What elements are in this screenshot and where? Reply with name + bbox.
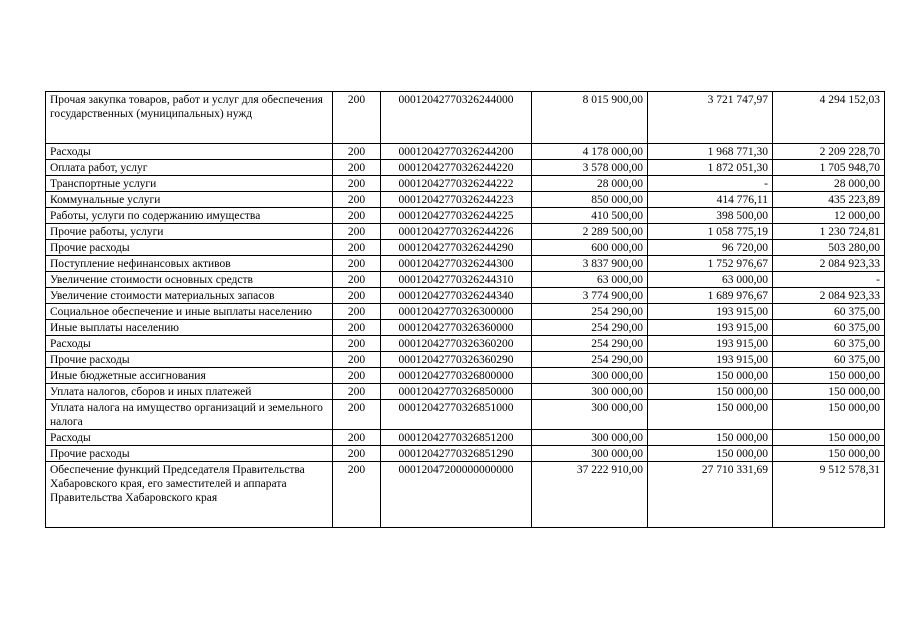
row-name-cell: Работы, услуги по содержанию имущества	[46, 208, 333, 224]
row-kbk-cell: 00012042770326244000	[381, 92, 532, 144]
row-name-cell: Прочие расходы	[46, 446, 333, 462]
row-executed-cell: 1 689 976,67	[648, 288, 773, 304]
row-code-cell: 200	[333, 320, 381, 336]
row-code-cell: 200	[333, 384, 381, 400]
row-approved-cell: 300 000,00	[532, 384, 648, 400]
row-executed-cell: 193 915,00	[648, 352, 773, 368]
table-row	[46, 320, 885, 336]
row-code-cell: 200	[333, 224, 381, 240]
table-body	[46, 92, 885, 528]
row-executed-cell: 27 710 331,69	[648, 462, 773, 528]
row-approved-cell: 3 578 000,00	[532, 160, 648, 176]
row-name-cell: Уплата налогов, сборов и иных платежей	[46, 384, 333, 400]
row-executed-cell: 414 776,11	[648, 192, 773, 208]
row-code-cell: 200	[333, 352, 381, 368]
row-kbk-cell: 00012042770326244290	[381, 240, 532, 256]
row-code-cell: 200	[333, 430, 381, 446]
row-remaining-cell: 1 230 724,81	[773, 224, 885, 240]
row-code-cell: 200	[333, 160, 381, 176]
row-executed-cell: 150 000,00	[648, 446, 773, 462]
table-row	[46, 430, 885, 446]
row-remaining-cell: 2 209 228,70	[773, 144, 885, 160]
row-kbk-cell: 00012042770326360290	[381, 352, 532, 368]
table-row	[46, 256, 885, 272]
row-code-cell: 200	[333, 92, 381, 144]
row-executed-cell: -	[648, 176, 773, 192]
row-kbk-cell: 00012042770326244225	[381, 208, 532, 224]
row-approved-cell: 3 837 900,00	[532, 256, 648, 272]
table-row	[46, 384, 885, 400]
row-code-cell: 200	[333, 176, 381, 192]
row-kbk-cell: 00012042770326851200	[381, 430, 532, 446]
row-name-cell: Расходы	[46, 336, 333, 352]
row-name-cell: Увеличение стоимости основных средств	[46, 272, 333, 288]
row-kbk-cell: 00012042770326360200	[381, 336, 532, 352]
row-remaining-cell: 150 000,00	[773, 368, 885, 384]
row-code-cell: 200	[333, 192, 381, 208]
row-approved-cell: 4 178 000,00	[532, 144, 648, 160]
row-code-cell: 200	[333, 256, 381, 272]
row-executed-cell: 150 000,00	[648, 430, 773, 446]
row-kbk-cell: 00012042770326851290	[381, 446, 532, 462]
row-approved-cell: 410 500,00	[532, 208, 648, 224]
row-code-cell: 200	[333, 368, 381, 384]
row-remaining-cell: 60 375,00	[773, 320, 885, 336]
row-code-cell: 200	[333, 304, 381, 320]
row-remaining-cell: 9 512 578,31	[773, 462, 885, 528]
row-name-cell: Коммунальные услуги	[46, 192, 333, 208]
table-row	[46, 336, 885, 352]
row-kbk-cell: 00012042770326244220	[381, 160, 532, 176]
row-executed-cell: 1 872 051,30	[648, 160, 773, 176]
table-row	[46, 352, 885, 368]
row-remaining-cell: 1 705 948,70	[773, 160, 885, 176]
row-executed-cell: 150 000,00	[648, 368, 773, 384]
row-remaining-cell: 503 280,00	[773, 240, 885, 256]
row-code-cell: 200	[333, 272, 381, 288]
row-remaining-cell: 12 000,00	[773, 208, 885, 224]
table-row	[46, 272, 885, 288]
row-executed-cell: 1 752 976,67	[648, 256, 773, 272]
row-executed-cell: 1 968 771,30	[648, 144, 773, 160]
row-name-cell: Иные бюджетные ассигнования	[46, 368, 333, 384]
row-name-cell: Социальное обеспечение и иные выплаты населению	[46, 304, 333, 320]
row-kbk-cell: 00012042770326244300	[381, 256, 532, 272]
row-approved-cell: 63 000,00	[532, 272, 648, 288]
row-kbk-cell: 00012042770326244310	[381, 272, 532, 288]
row-remaining-cell: 4 294 152,03	[773, 92, 885, 144]
row-remaining-cell: 150 000,00	[773, 400, 885, 430]
row-code-cell: 200	[333, 462, 381, 528]
budget-execution-table	[45, 91, 885, 528]
row-remaining-cell: 150 000,00	[773, 446, 885, 462]
row-executed-cell: 1 058 775,19	[648, 224, 773, 240]
row-code-cell: 200	[333, 144, 381, 160]
row-remaining-cell: 2 084 923,33	[773, 256, 885, 272]
row-name-cell: Прочие расходы	[46, 352, 333, 368]
row-name-cell: Расходы	[46, 430, 333, 446]
row-name-cell: Обеспечение функций Председателя Правительства Хабаровского края, его заместителей и аппарата Правительства Хабаровского края	[46, 462, 333, 528]
row-name-cell: Прочие работы, услуги	[46, 224, 333, 240]
row-kbk-cell: 00012042770326244200	[381, 144, 532, 160]
row-executed-cell: 150 000,00	[648, 400, 773, 430]
row-name-cell: Прочие расходы	[46, 240, 333, 256]
row-code-cell: 200	[333, 400, 381, 430]
table-row	[46, 400, 885, 430]
row-approved-cell: 254 290,00	[532, 304, 648, 320]
row-approved-cell: 3 774 900,00	[532, 288, 648, 304]
row-name-cell: Оплата работ, услуг	[46, 160, 333, 176]
row-remaining-cell: 2 084 923,33	[773, 288, 885, 304]
table-row	[46, 240, 885, 256]
row-kbk-cell: 00012042770326360000	[381, 320, 532, 336]
row-kbk-cell: 00012042770326851000	[381, 400, 532, 430]
row-kbk-cell: 00012042770326800000	[381, 368, 532, 384]
row-name-cell: Иные выплаты населению	[46, 320, 333, 336]
row-approved-cell: 850 000,00	[532, 192, 648, 208]
row-approved-cell: 300 000,00	[532, 368, 648, 384]
row-approved-cell: 300 000,00	[532, 430, 648, 446]
row-code-cell: 200	[333, 208, 381, 224]
row-kbk-cell: 00012042770326850000	[381, 384, 532, 400]
row-executed-cell: 63 000,00	[648, 272, 773, 288]
row-kbk-cell: 00012042770326244226	[381, 224, 532, 240]
row-remaining-cell: 435 223,89	[773, 192, 885, 208]
row-kbk-cell: 00012042770326300000	[381, 304, 532, 320]
row-code-cell: 200	[333, 288, 381, 304]
row-executed-cell: 193 915,00	[648, 304, 773, 320]
row-name-cell: Транспортные услуги	[46, 176, 333, 192]
table-row	[46, 176, 885, 192]
row-approved-cell: 2 289 500,00	[532, 224, 648, 240]
table-row	[46, 368, 885, 384]
row-name-cell: Увеличение стоимости материальных запасов	[46, 288, 333, 304]
row-remaining-cell: -	[773, 272, 885, 288]
row-executed-cell: 193 915,00	[648, 320, 773, 336]
row-remaining-cell: 60 375,00	[773, 336, 885, 352]
row-executed-cell: 398 500,00	[648, 208, 773, 224]
table-row	[46, 304, 885, 320]
row-approved-cell: 300 000,00	[532, 446, 648, 462]
row-approved-cell: 28 000,00	[532, 176, 648, 192]
row-kbk-cell: 00012047200000000000	[381, 462, 532, 528]
row-remaining-cell: 60 375,00	[773, 352, 885, 368]
table-row	[46, 208, 885, 224]
row-approved-cell: 300 000,00	[532, 400, 648, 430]
table-row	[46, 288, 885, 304]
row-name-cell: Расходы	[46, 144, 333, 160]
row-remaining-cell: 60 375,00	[773, 304, 885, 320]
row-approved-cell: 254 290,00	[532, 352, 648, 368]
row-approved-cell: 254 290,00	[532, 336, 648, 352]
table-row	[46, 462, 885, 528]
table-row	[46, 446, 885, 462]
table-row	[46, 192, 885, 208]
row-remaining-cell: 28 000,00	[773, 176, 885, 192]
row-approved-cell: 37 222 910,00	[532, 462, 648, 528]
row-remaining-cell: 150 000,00	[773, 430, 885, 446]
row-name-cell: Прочая закупка товаров, работ и услуг для обеспечения государственных (муниципальных) нужд	[46, 92, 333, 144]
row-kbk-cell: 00012042770326244223	[381, 192, 532, 208]
row-executed-cell: 150 000,00	[648, 384, 773, 400]
table-row	[46, 92, 885, 144]
row-executed-cell: 96 720,00	[648, 240, 773, 256]
row-approved-cell: 254 290,00	[532, 320, 648, 336]
row-code-cell: 200	[333, 336, 381, 352]
row-code-cell: 200	[333, 446, 381, 462]
row-kbk-cell: 00012042770326244222	[381, 176, 532, 192]
table-row	[46, 160, 885, 176]
row-name-cell: Поступление нефинансовых активов	[46, 256, 333, 272]
row-remaining-cell: 150 000,00	[773, 384, 885, 400]
row-approved-cell: 600 000,00	[532, 240, 648, 256]
row-name-cell: Уплата налога на имущество организаций и земельного налога	[46, 400, 333, 430]
row-kbk-cell: 00012042770326244340	[381, 288, 532, 304]
table-row	[46, 224, 885, 240]
row-executed-cell: 193 915,00	[648, 336, 773, 352]
table-row	[46, 144, 885, 160]
row-executed-cell: 3 721 747,97	[648, 92, 773, 144]
row-code-cell: 200	[333, 240, 381, 256]
row-approved-cell: 8 015 900,00	[532, 92, 648, 144]
